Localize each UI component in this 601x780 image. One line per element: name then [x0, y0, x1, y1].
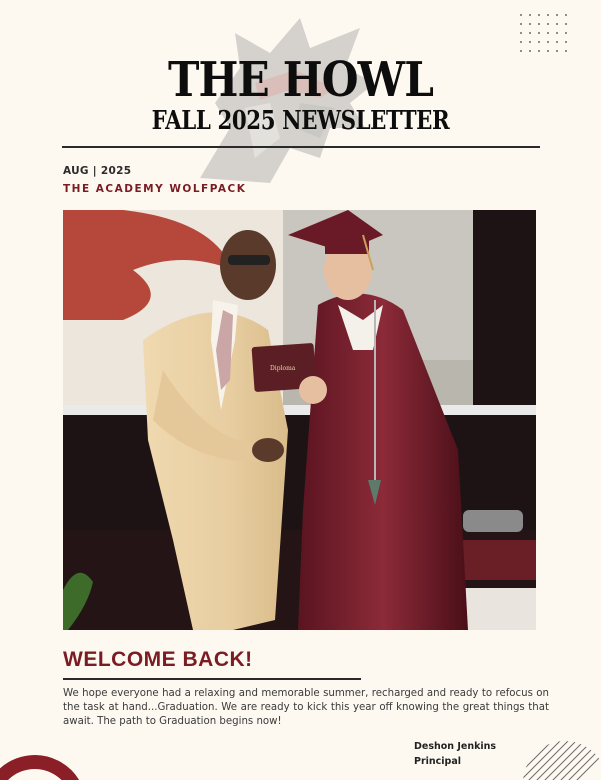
dot [538, 32, 540, 34]
dot [556, 41, 558, 43]
dot [529, 14, 531, 16]
dot [565, 32, 567, 34]
dot [538, 41, 540, 43]
dot [556, 32, 558, 34]
dot [565, 50, 567, 52]
dot [520, 41, 522, 43]
dot [547, 23, 549, 25]
dot [556, 23, 558, 25]
header-divider [62, 146, 540, 148]
corner-hatch-icon [515, 728, 601, 780]
article-body: We hope everyone had a relaxing and memorable summer, recharged and ready to refocus on the task at hand...Graduation. We are ready to kick this year off knowing the great things that await. The path to Graduation begins now! [63, 688, 549, 727]
article-heading: WELCOME BACK! [63, 648, 253, 671]
dot [565, 14, 567, 16]
dot [520, 14, 522, 16]
dot [547, 14, 549, 16]
dot [529, 23, 531, 25]
dot [538, 23, 540, 25]
dot [529, 41, 531, 43]
newsletter-subtitle: FALL 2025 NEWSLETTER [151, 106, 450, 136]
dot [547, 32, 549, 34]
dot [520, 23, 522, 25]
dot [556, 14, 558, 16]
dot [538, 14, 540, 16]
signature-name: Deshon Jenkins [414, 741, 497, 752]
corner-arc-icon [0, 742, 80, 780]
dot [565, 23, 567, 25]
dot [529, 32, 531, 34]
issue-date: AUG | 2025 [63, 165, 132, 177]
organization-name: THE ACADEMY WOLFPACK [63, 183, 247, 195]
heading-divider [63, 678, 361, 680]
dot [565, 41, 567, 43]
graduation-photo [63, 210, 536, 630]
dot [547, 41, 549, 43]
dot [520, 32, 522, 34]
signature-title: Principal [414, 756, 462, 767]
newsletter-title: THE HOWL [167, 52, 434, 108]
diploma-text: Diploma [270, 365, 296, 372]
